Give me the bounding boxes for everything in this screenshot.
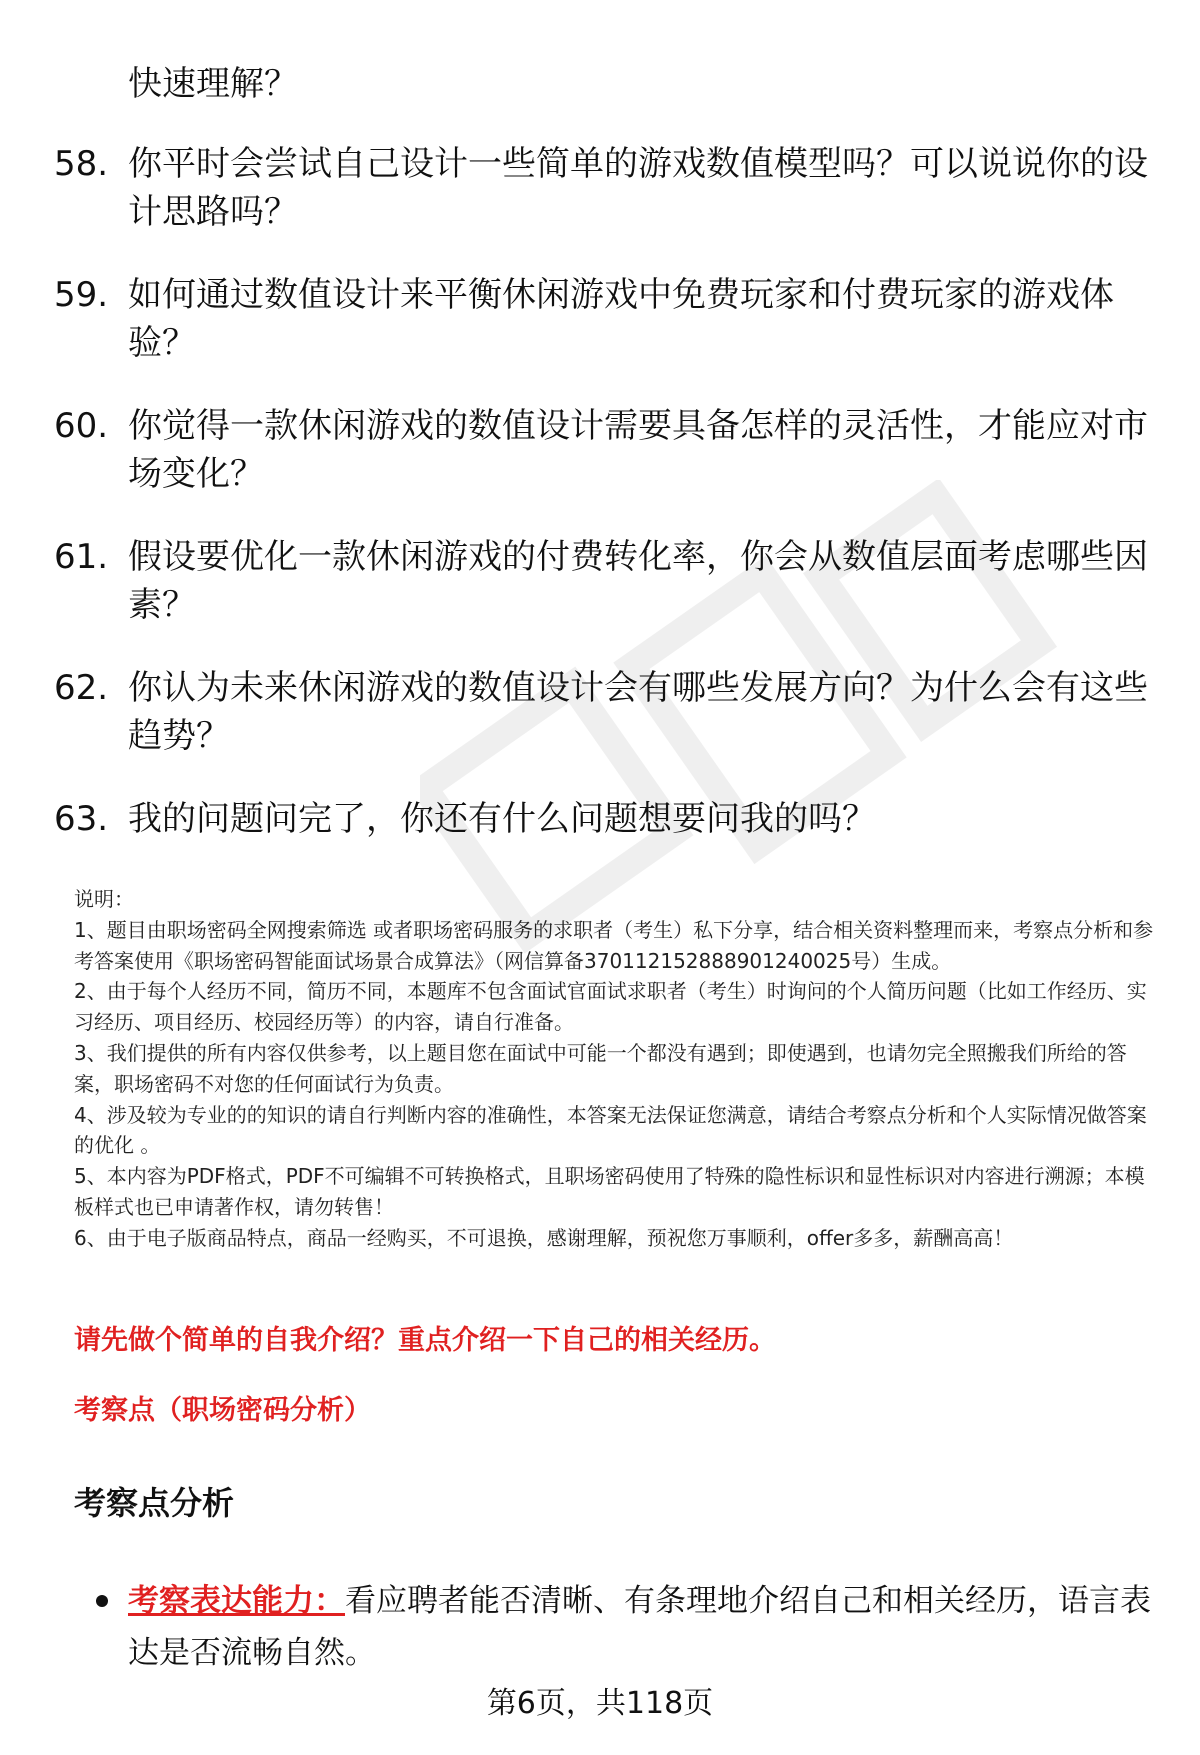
note-item: 5、本内容为PDF格式，PDF不可编辑不可转换格式，且职场密码使用了特殊的隐性标识和显性标识对内容进行溯源；本模板样式也已申请著作权，请勿转售！ bbox=[74, 1164, 1145, 1219]
notes-title: 说明： bbox=[74, 887, 134, 911]
analysis-subtitle: 考察点（职场密码分析） bbox=[74, 1395, 371, 1426]
question-number: 62. bbox=[54, 668, 109, 708]
bullet-text: 看应聘者能否清晰、有条理地介绍自己和相关经历，语言表达是否流畅自然。 bbox=[128, 1583, 1151, 1671]
question-number: 59. bbox=[54, 275, 109, 315]
question-text: 你平时会尝试自己设计一些简单的游戏数值模型吗？可以说说你的设计思路吗？ bbox=[128, 144, 1148, 232]
note-item: 2、由于每个人经历不同，简历不同，本题库不包含面试官面试求职者（考生）时询问的个人简历问题（比如工作经历、实习经历、项目经历、校园经历等）的内容，请自行准备。 bbox=[74, 979, 1147, 1035]
note-item: 3、我们提供的所有内容仅供参考，以上题目您在面试中可能一个都没有遇到；即使遇到，也请勿完全照搬我们所给的答案，职场密码不对您的任何面试行为负责。 bbox=[74, 1040, 1127, 1096]
note-item: 4、涉及较为专业的的知识的请自行判断内容的准确性，本答案无法保证您满意，请结合考察点分析和个人实际情况做答案的优化 。 bbox=[74, 1102, 1147, 1158]
section-heading: 考察点分析 bbox=[74, 1484, 235, 1522]
list-item bbox=[54, 664, 1164, 760]
question-number: 60. bbox=[54, 406, 109, 446]
list-item bbox=[54, 533, 1164, 629]
question-text: 你觉得一款休闲游戏的数值设计需要具备怎样的灵活性，才能应对市场变化？ bbox=[128, 406, 1148, 494]
question-continuation: 快速理解？ bbox=[128, 64, 298, 104]
list-item bbox=[54, 140, 1164, 236]
question-text: 假设要优化一款休闲游戏的付费转化率，你会从数值层面考虑哪些因素？ bbox=[128, 537, 1148, 625]
question-text: 你认为未来休闲游戏的数值设计会有哪些发展方向？为什么会有这些趋势？ bbox=[128, 668, 1148, 756]
question-text: 如何通过数值设计来平衡休闲游戏中免费玩家和付费玩家的游戏体验？ bbox=[128, 275, 1114, 363]
question-text: 我的问题问完了，你还有什么问题想要问我的吗？ bbox=[128, 799, 876, 839]
bullet-label: 考察表达能力： bbox=[128, 1583, 345, 1619]
list-item bbox=[54, 795, 1164, 843]
list-item bbox=[54, 402, 1164, 498]
notes-block bbox=[74, 884, 1160, 1254]
question-number: 61. bbox=[54, 537, 109, 577]
question-number: 58. bbox=[54, 144, 109, 184]
bullet-item bbox=[96, 1575, 1156, 1679]
interview-question-heading: 请先做个简单的自我介绍？重点介绍一下自己的相关经历。 bbox=[74, 1325, 776, 1356]
note-item: 1、题目由职场密码全网搜索筛选 或者职场密码服务的求职者（考生）私下分享，结合相关资料整理而来，考察点分析和参考答案使用《职场密码智能面试场景合成算法》（网信算备370112152888901240025号）生成。 bbox=[74, 917, 1154, 973]
note-item: 6、由于电子版商品特点，商品一经购买，不可退换，感谢理解，预祝您万事顺利，offer多多，薪酬高高！ bbox=[74, 1225, 1014, 1250]
question-list bbox=[54, 140, 1164, 878]
list-item bbox=[54, 271, 1164, 367]
page-footer: 第6页，共118页 bbox=[486, 1686, 714, 1721]
question-number: 63. bbox=[54, 799, 109, 839]
bullet-icon bbox=[96, 1595, 108, 1607]
